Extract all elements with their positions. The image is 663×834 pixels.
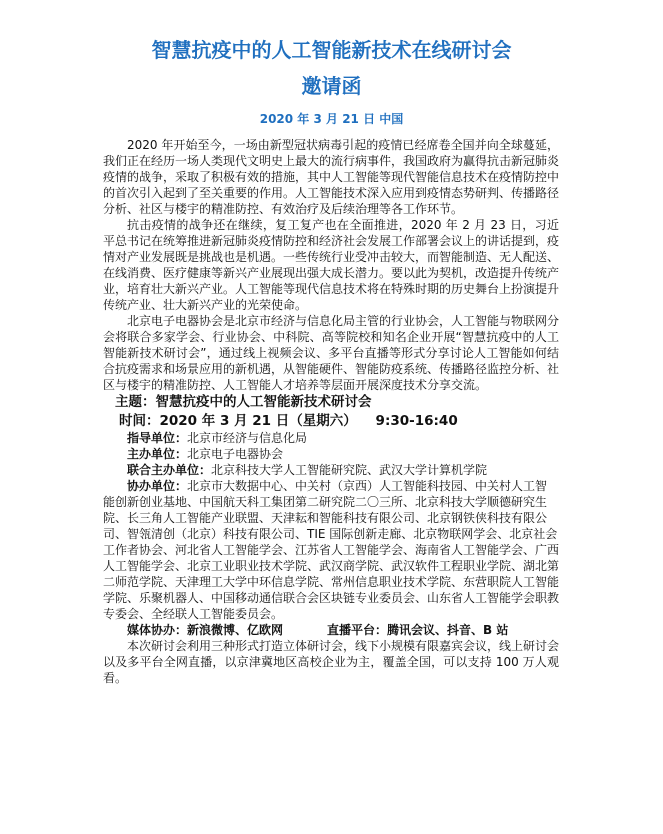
- media-label: 媒体协办：: [127, 623, 188, 637]
- platform-label: 直播平台：: [327, 623, 388, 637]
- dateline: 2020 年 3 月 21 日 中国: [259, 112, 404, 126]
- page-title: 智慧抗疫中的人工智能新技术在线研讨会: [151, 38, 512, 62]
- time-value: 2020 年 3 月 21 日（星期六） 9:30-16:40: [159, 412, 458, 429]
- assist-label: 协办单位：: [127, 479, 188, 493]
- theme-line: [103, 393, 559, 412]
- media-line: [103, 622, 559, 638]
- cohost-line: [103, 462, 559, 478]
- cohost-label: 联合主办单位：: [127, 463, 212, 477]
- platform-value: 腾讯会议、抖音、B 站: [387, 623, 509, 637]
- theme-value: 智慧抗疫中的人工智能新技术研讨会: [155, 394, 372, 410]
- host-label: 主办单位：: [127, 447, 188, 461]
- time-label: 时间：: [119, 412, 160, 429]
- letter-body: [103, 137, 559, 686]
- assist-block: [103, 478, 559, 622]
- page-subtitle: 邀请函: [301, 74, 362, 98]
- guidance-label: 指导单位：: [127, 431, 188, 445]
- paragraph-organizer: 北京电子电器协会是北京市经济与信息化局主管的行业协会，人工智能与物联网分会将联合多家学会、行业协会、中科院、高等院校和知名企业开展“智慧抗疫中的人工智能新技术研讨会”，通过线上视频会议、多平台直播等形式分享讨论人工智能如何结合抗疫需求和场景应用的新机遇，从智能硬件、智能防疫系统、传播路径监控分析、社区与楼宇的精准防控、人工智能人才培养等层面开展深度技术分享交流。: [103, 314, 560, 392]
- host-line: [103, 446, 559, 462]
- guidance-line: [103, 430, 559, 446]
- theme-label: 主题：: [115, 394, 156, 410]
- assist-value: 北京市大数据中心、中关村（京西）人工智能科技园、中关村人工智能创新创业基地、中国航天科工集团第二研究院二〇三所、北京科技大学顺德研究生院、长三角人工智能产业联盟、天津耘和智能科技有限公司、北京钢铁侠科技有限公司、智瓴清创（北京）科技有限公司、TIE 国际创新走廊、北京物联网学会、北京社会工作者协会、河北省人工智能学会、江苏省人工智能学会、海南省人工智能学会、广西人工智能学会、北京工业职业技术学院、武汉商学院、武汉软件工程职业学院、湖北第二师范学院、天津理工大学中环信息学院、常州信息职业技术学院、东营职院人工智能学院、乐聚机器人、中国移动通信联合会区块链专业委员会、山东省人工智能学会职教专委会、全经联人工智能委员会。: [103, 479, 560, 621]
- cohost-value: 北京科技大学人工智能研究院、武汉大学计算机学院: [211, 463, 488, 477]
- paragraph-context: 抗击疫情的战争还在继续，复工复产也在全面推进，2020 年 2 月 23 日，习近平总书记在统筹推进新冠肺炎疫情防控和经济社会发展工作部署会议上的讲话提到，疫情对产业发展既是挑战也是机遇。一些传统行业受冲击较大，而智能制造、无人配送、在线消费、医疗健康等新兴产业展现出强大成长潜力。要以此为契机，改造提升传统产业，培育壮大新兴产业。人工智能等现代信息技术将在特殊时期的历史舞台上扮演提升传统产业、壮大新兴产业的光荣使命。: [103, 218, 560, 312]
- media-value: 新浪微博、亿欧网: [187, 623, 284, 637]
- paragraph-closing: 本次研讨会利用三种形式打造立体研讨会，线下小规模有限嘉宾会议，线上研讨会以及多平台全网直播，以京津冀地区高校企业为主，覆盖全国，可以支持 100 万人观看。: [103, 639, 560, 685]
- host-value: 北京电子电器协会: [187, 447, 284, 461]
- paragraph-intro: 2020 年开始至今，一场由新型冠状病毒引起的疫情已经席卷全国并向全球蔓延，我们正在经历一场人类现代文明史上最大的流行病事件，我国政府为赢得抗击新冠肺炎疫情的战争，采取了积极有效的措施，其中人工智能等现代智能信息技术在疫情防控中的首次引入起到了至关重要的作用。人工智能技术深入应用到疫情态势研判、传播路径分析、社区与楼宇的精准防控、有效治疗及后续治理等各工作环节。: [103, 138, 560, 216]
- guidance-value: 北京市经济与信息化局: [187, 431, 308, 445]
- time-line: [103, 412, 559, 431]
